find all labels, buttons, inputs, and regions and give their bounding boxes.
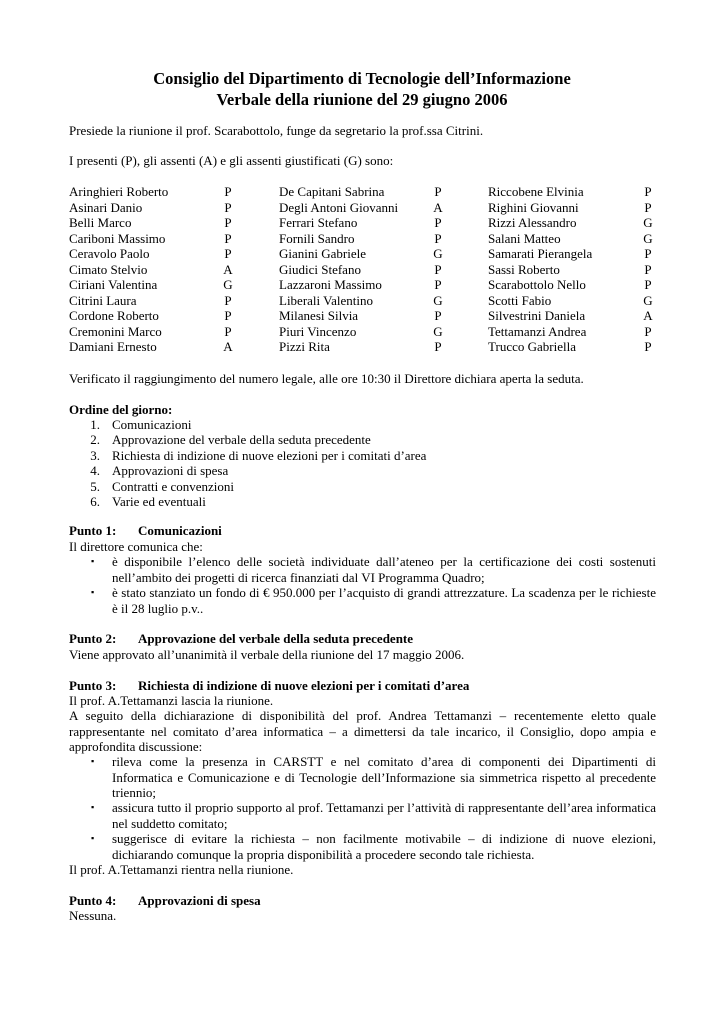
ordine-item-text: Approvazione del verbale della seduta precedente <box>112 432 371 448</box>
ordine-item-text: Richiesta di indizione di nuove elezioni per i comitati d’area <box>112 447 427 463</box>
attendee-name: Rizzi Alessandro <box>488 215 577 230</box>
attendee-status: P <box>434 308 442 323</box>
ordine-item-number: 2. <box>90 432 100 448</box>
presenti-header: I presenti (P), gli assenti (A) e gli assenti giustificati (G) sono: <box>69 153 394 168</box>
attendee-status: P <box>224 199 232 215</box>
attendee-name: Citrini Laura <box>69 292 137 308</box>
attendee-status: A <box>643 308 653 323</box>
attendee-name: Cremonini Marco <box>69 323 162 339</box>
attendee-name: Piuri Vincenzo <box>279 323 357 339</box>
ordine-item-text: Contratti e convenzioni <box>112 478 235 494</box>
attendee-name: Ferrari Stefano <box>279 215 358 230</box>
punto4-number: Punto 4: <box>69 893 117 908</box>
punto1-intro: Il direttore comunica che: <box>69 539 203 554</box>
attendee-name: Silvestrini Daniela <box>488 308 586 323</box>
bullet-icon: ▪ <box>91 802 95 812</box>
attendee-name: Samarati Pierangela <box>488 246 593 261</box>
ordine-item-number: 3. <box>90 447 100 463</box>
attendee-status: P <box>644 277 652 292</box>
attendee-status: P <box>434 261 442 277</box>
punto2-text: Viene approvato all’unanimità il verbale della riunione del 17 maggio 2006. <box>69 647 465 662</box>
punto4-title: Approvazioni di spesa <box>138 893 261 908</box>
attendee-status: G <box>433 292 443 308</box>
bullet-icon: ▪ <box>91 556 95 566</box>
bullet-icon: ▪ <box>91 756 95 766</box>
attendee-name: Righini Giovanni <box>488 199 579 215</box>
attendee-status: P <box>644 184 652 199</box>
attendee-status: P <box>224 323 232 339</box>
attendee-status: A <box>223 261 233 277</box>
attendee-name: Pizzi Rita <box>279 339 330 354</box>
attendee-status: P <box>434 277 442 292</box>
attendee-name: Belli Marco <box>69 215 132 230</box>
attendee-name: Lazzaroni Massimo <box>279 277 382 292</box>
punto3-paragraph: A seguito della dichiarazione di disponibilità del prof. Andrea Tettamanzi – recentemente eletto quale rappresentante nel comitato d’area informatica – a dimettersi da tale incarico, il Consiglio, dopo ampia e approfondita discussione: <box>69 708 656 754</box>
punto1-number: Punto 1: <box>69 523 117 538</box>
attendee-status: P <box>644 323 652 339</box>
attendee-name: Cariboni Massimo <box>69 230 166 246</box>
attendee-status: G <box>643 230 653 246</box>
attendee-status: P <box>644 199 652 215</box>
attendee-name: Damiani Ernesto <box>69 339 157 354</box>
attendee-name: Ciriani Valentina <box>69 277 158 292</box>
attendee-name: Giudici Stefano <box>279 261 361 277</box>
punto3-bullet-1: rileva come la presenza in CARSTT e nel comitato d’area di componenti dei Dipartimenti di Informatica e Comunicazione e di Tecnologie dell’Informazione sia simmetrica rispetto al precedente triennio; <box>112 754 656 800</box>
attendee-status: P <box>644 246 652 261</box>
attendee-name: Ceravolo Paolo <box>69 246 150 261</box>
attendee-status: P <box>434 339 442 354</box>
attendee-status: P <box>224 230 232 246</box>
attendee-name: Salani Matteo <box>488 230 561 246</box>
attendee-name: Scarabottolo Nello <box>488 277 586 292</box>
ordine-item-number: 4. <box>90 463 100 479</box>
attendee-name: Liberali Valentino <box>279 292 373 308</box>
ordine-item-number: 5. <box>90 478 100 494</box>
ordine-item-text: Approvazioni di spesa <box>112 463 229 479</box>
punto3-number: Punto 3: <box>69 678 117 693</box>
punto3-closing: Il prof. A.Tettamanzi rientra nella riunione. <box>69 862 294 877</box>
title-line-1: Consiglio del Dipartimento di Tecnologie dell’Informazione <box>153 69 571 88</box>
attendee-name: Riccobene Elvinia <box>488 184 584 199</box>
attendee-status: P <box>644 261 652 277</box>
attendee-status: P <box>434 215 442 230</box>
attendee-name: Cimato Stelvio <box>69 261 148 277</box>
title-line-2: Verbale della riunione del 29 giugno 2006 <box>216 90 508 109</box>
punto3-bullet-2: assicura tutto il proprio supporto al prof. Tettamanzi per l’attività di rappresentante dell’area informatica nel suddetto comitato; <box>112 800 656 831</box>
attendee-status: P <box>224 215 232 230</box>
attendee-name: Tettamanzi Andrea <box>488 323 587 339</box>
ordine-item-number: 1. <box>90 417 100 432</box>
attendee-status: P <box>434 230 442 246</box>
bullet-icon: ▪ <box>91 833 95 843</box>
punto1-title: Comunicazioni <box>138 523 222 538</box>
punto4-text: Nessuna. <box>69 908 117 923</box>
attendee-name: Milanesi Silvia <box>279 308 359 323</box>
attendee-name: Cordone Roberto <box>69 308 159 323</box>
ordine-item-number: 6. <box>90 494 100 509</box>
attendee-name: Asinari Danio <box>69 199 143 215</box>
attendee-name: Sassi Roberto <box>488 261 560 277</box>
attendee-name: Gianini Gabriele <box>279 246 366 261</box>
attendee-status: A <box>433 199 443 215</box>
punto2-number: Punto 2: <box>69 631 117 646</box>
bullet-icon: ▪ <box>91 587 95 597</box>
ordine-item-text: Varie ed eventuali <box>112 494 206 509</box>
punto1-bullet-2: è stato stanziato un fondo di € 950.000 per l’acquisto di grandi attrezzature. La scadenza per le richieste è il 28 luglio p.v.. <box>112 585 656 616</box>
attendee-status: P <box>434 184 442 199</box>
attendee-status: A <box>223 339 233 354</box>
attendee-name: De Capitani Sabrina <box>279 184 385 199</box>
attendee-name: Trucco Gabriella <box>488 339 576 354</box>
attendee-status: G <box>223 277 233 292</box>
attendee-status: P <box>224 308 232 323</box>
attendee-status: G <box>433 323 443 339</box>
punto3-title: Richiesta di indizione di nuove elezioni per i comitati d’area <box>138 678 470 693</box>
punto3-bullet-3: suggerisce di evitare la richiesta – non facilmente motivabile – di indizione di nuove elezioni, dichiarando comunque la propria disponibilità a procedere secondo tale richiesta. <box>112 831 656 862</box>
attendee-status: G <box>643 292 653 308</box>
attendee-name: Aringhieri Roberto <box>69 184 169 199</box>
punto3-line1: Il prof. A.Tettamanzi lascia la riunione. <box>69 693 274 708</box>
punto2-title: Approvazione del verbale della seduta precedente <box>138 631 414 646</box>
attendee-name: Scotti Fabio <box>488 292 552 308</box>
ordine-item-text: Comunicazioni <box>112 417 192 432</box>
attendee-name: Fornili Sandro <box>279 230 355 246</box>
attendee-name: Degli Antoni Giovanni <box>279 199 399 215</box>
attendee-status: P <box>224 184 232 199</box>
presiede-text: Presiede la riunione il prof. Scarabottolo, funge da segretario la prof.ssa Citrini. <box>69 123 484 138</box>
attendee-status: G <box>433 246 443 261</box>
attendee-status: G <box>643 215 653 230</box>
attendee-status: P <box>644 339 652 354</box>
attendee-status: P <box>224 292 232 308</box>
ordine-heading: Ordine del giorno: <box>69 402 173 417</box>
punto1-bullet-1: è disponibile l’elenco delle società individuate dall’ateneo per la certificazione dei costi sostenuti nell’ambito dei progetti di ricerca finanziati dal VI Programma Quadro; <box>112 554 656 585</box>
verificato-text: Verificato il raggiungimento del numero legale, alle ore 10:30 il Direttore dichiara aperta la seduta. <box>69 371 584 386</box>
attendee-status: P <box>224 246 232 261</box>
